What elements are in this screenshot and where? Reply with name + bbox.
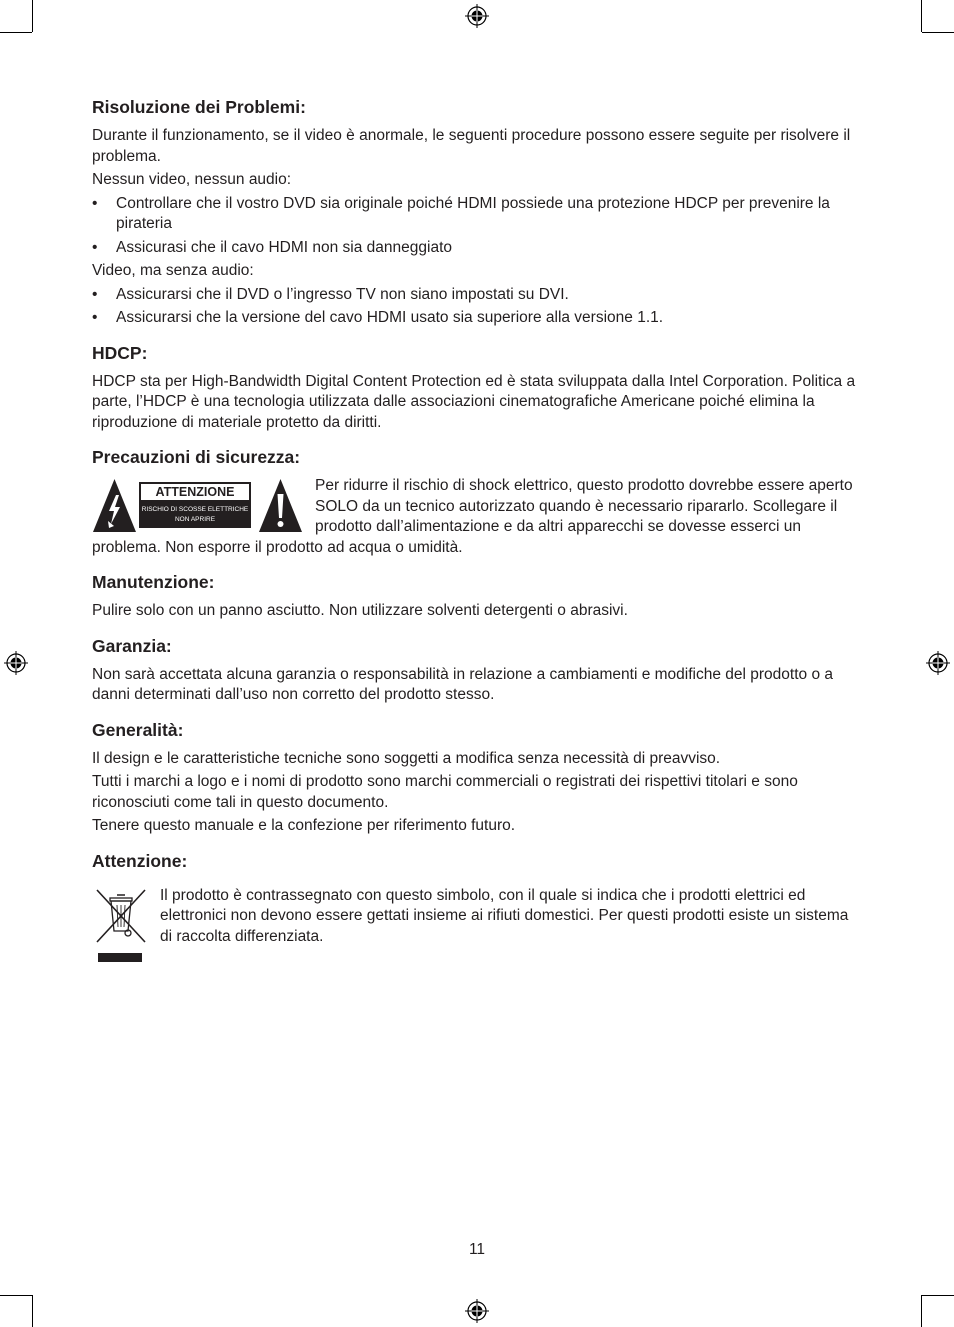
weee-bar xyxy=(98,953,142,962)
registration-mark-icon xyxy=(925,650,951,676)
warranty-section xyxy=(92,635,862,706)
attention-label-text xyxy=(139,505,251,524)
paragraph: Video, ma senza audio: xyxy=(92,262,254,279)
safety-warning-label xyxy=(92,478,307,533)
paragraph: HDCP sta per High-Bandwidth Digital Content Protection ed è stata sviluppata dalla Intel Corporation. Politica a parte, l’HDCP è una tecnologia utilizzata dalle associazioni cinematografiche Americane poiché elimina la riproduzione di materiale protetto da diritti. xyxy=(92,372,856,431)
section-heading: Garanzia: xyxy=(92,635,172,656)
section-heading: HDCP: xyxy=(92,342,148,363)
paragraph: Nessun video, nessun audio: xyxy=(92,171,292,188)
paragraph: Per ridurre il rischio di shock elettrico, questo prodotto dovrebbe essere aperto SOLO da un tecnico autorizzato quando è necessario ripararlo. Scollegare il prodotto dall’alimentazione e da altri apparecchi se dovesse esserci un problema. Non esporre il prodotto ad acqua o umidità. xyxy=(92,477,853,556)
crop-mark xyxy=(0,1295,32,1296)
paragraph: Pulire solo con un panno asciutto. Non utilizzare solventi detergenti o abrasivi. xyxy=(92,602,628,619)
paragraph: Durante il funzionamento, se il video è anormale, le seguenti procedure possono essere seguite per risolvere il problema. xyxy=(92,127,851,165)
crop-mark xyxy=(922,32,954,33)
attention-section xyxy=(92,850,862,968)
attention-label-line: RISCHIO DI SCOSSE ELETTRICHE xyxy=(141,506,249,513)
paragraph: Il design e le caratteristiche tecniche sono soggetti a modifica senza necessità di preavviso. xyxy=(92,749,721,767)
registration-mark-icon xyxy=(3,650,29,676)
section-heading: Precauzioni di sicurezza: xyxy=(92,447,301,467)
bullet-list xyxy=(92,285,862,329)
paragraph: Non sarà accettata alcuna garanzia o responsabilità in relazione a cambiamenti e modifiche del prodotto o a danni determinati dall’uso non corretto del prodotto stesso. xyxy=(92,665,833,703)
hdcp-section xyxy=(92,342,862,434)
list-item: • Assicurarsi che il DVD o l’ingresso TV non siano impostati su DVI. xyxy=(92,285,862,306)
attention-label-line: NON APRIRE xyxy=(174,515,216,523)
general-section xyxy=(92,719,862,837)
list-item: • Controllare che il vostro DVD sia originale poiché HDMI possiede una protezione HDCP per prevenire la pirateria xyxy=(92,194,862,235)
crop-mark xyxy=(921,0,922,32)
safety-section xyxy=(92,446,862,558)
crop-mark xyxy=(0,32,32,33)
crop-mark xyxy=(32,0,33,32)
paragraph: Il prodotto è contrassegnato con questo simbolo, con il quale si indica che i prodotti elettrici ed elettronici non devono essere gettati insieme ai rifiuti domestici. Per questi prodotti esiste un sistema di raccolta differenziata. xyxy=(160,886,849,945)
paragraph: Tenere questo manuale e la confezione per riferimento futuro. xyxy=(92,817,516,834)
weee-symbol xyxy=(93,886,149,968)
troubleshooting-section xyxy=(92,96,862,329)
section-heading: Attenzione: xyxy=(92,850,188,871)
electric-shock-warning-icon xyxy=(92,478,137,533)
paragraph: Tutti i marchi a logo e i nomi di prodotto sono marchi commerciali o registrati dei rispettivi titolari e sono riconosciuti come tali in questo documento. xyxy=(92,773,798,811)
section-heading: Manutenzione: xyxy=(92,572,215,592)
list-item: • Assicurasi che il cavo HDMI non sia danneggiato xyxy=(92,238,862,259)
list-item: • Assicurarsi che la versione del cavo HDMI usato sia superiore alla versione 1.1. xyxy=(92,308,862,329)
crop-mark xyxy=(922,1295,954,1296)
registration-mark-icon xyxy=(464,3,490,29)
crop-mark xyxy=(921,1295,922,1327)
crop-mark xyxy=(32,1295,33,1327)
page-number: 11 xyxy=(468,1241,486,1258)
bullet-list xyxy=(92,194,862,259)
exclamation-warning-icon xyxy=(258,478,303,533)
section-heading: Risoluzione dei Problemi: xyxy=(92,97,306,117)
attention-label-title: ATTENZIONE xyxy=(141,484,249,500)
page-content xyxy=(92,96,862,981)
registration-mark-icon xyxy=(464,1298,490,1324)
crossed-out-bin-icon xyxy=(93,886,149,946)
attention-label xyxy=(139,482,251,528)
section-heading: Generalità: xyxy=(92,719,184,740)
maintenance-section xyxy=(92,571,862,622)
